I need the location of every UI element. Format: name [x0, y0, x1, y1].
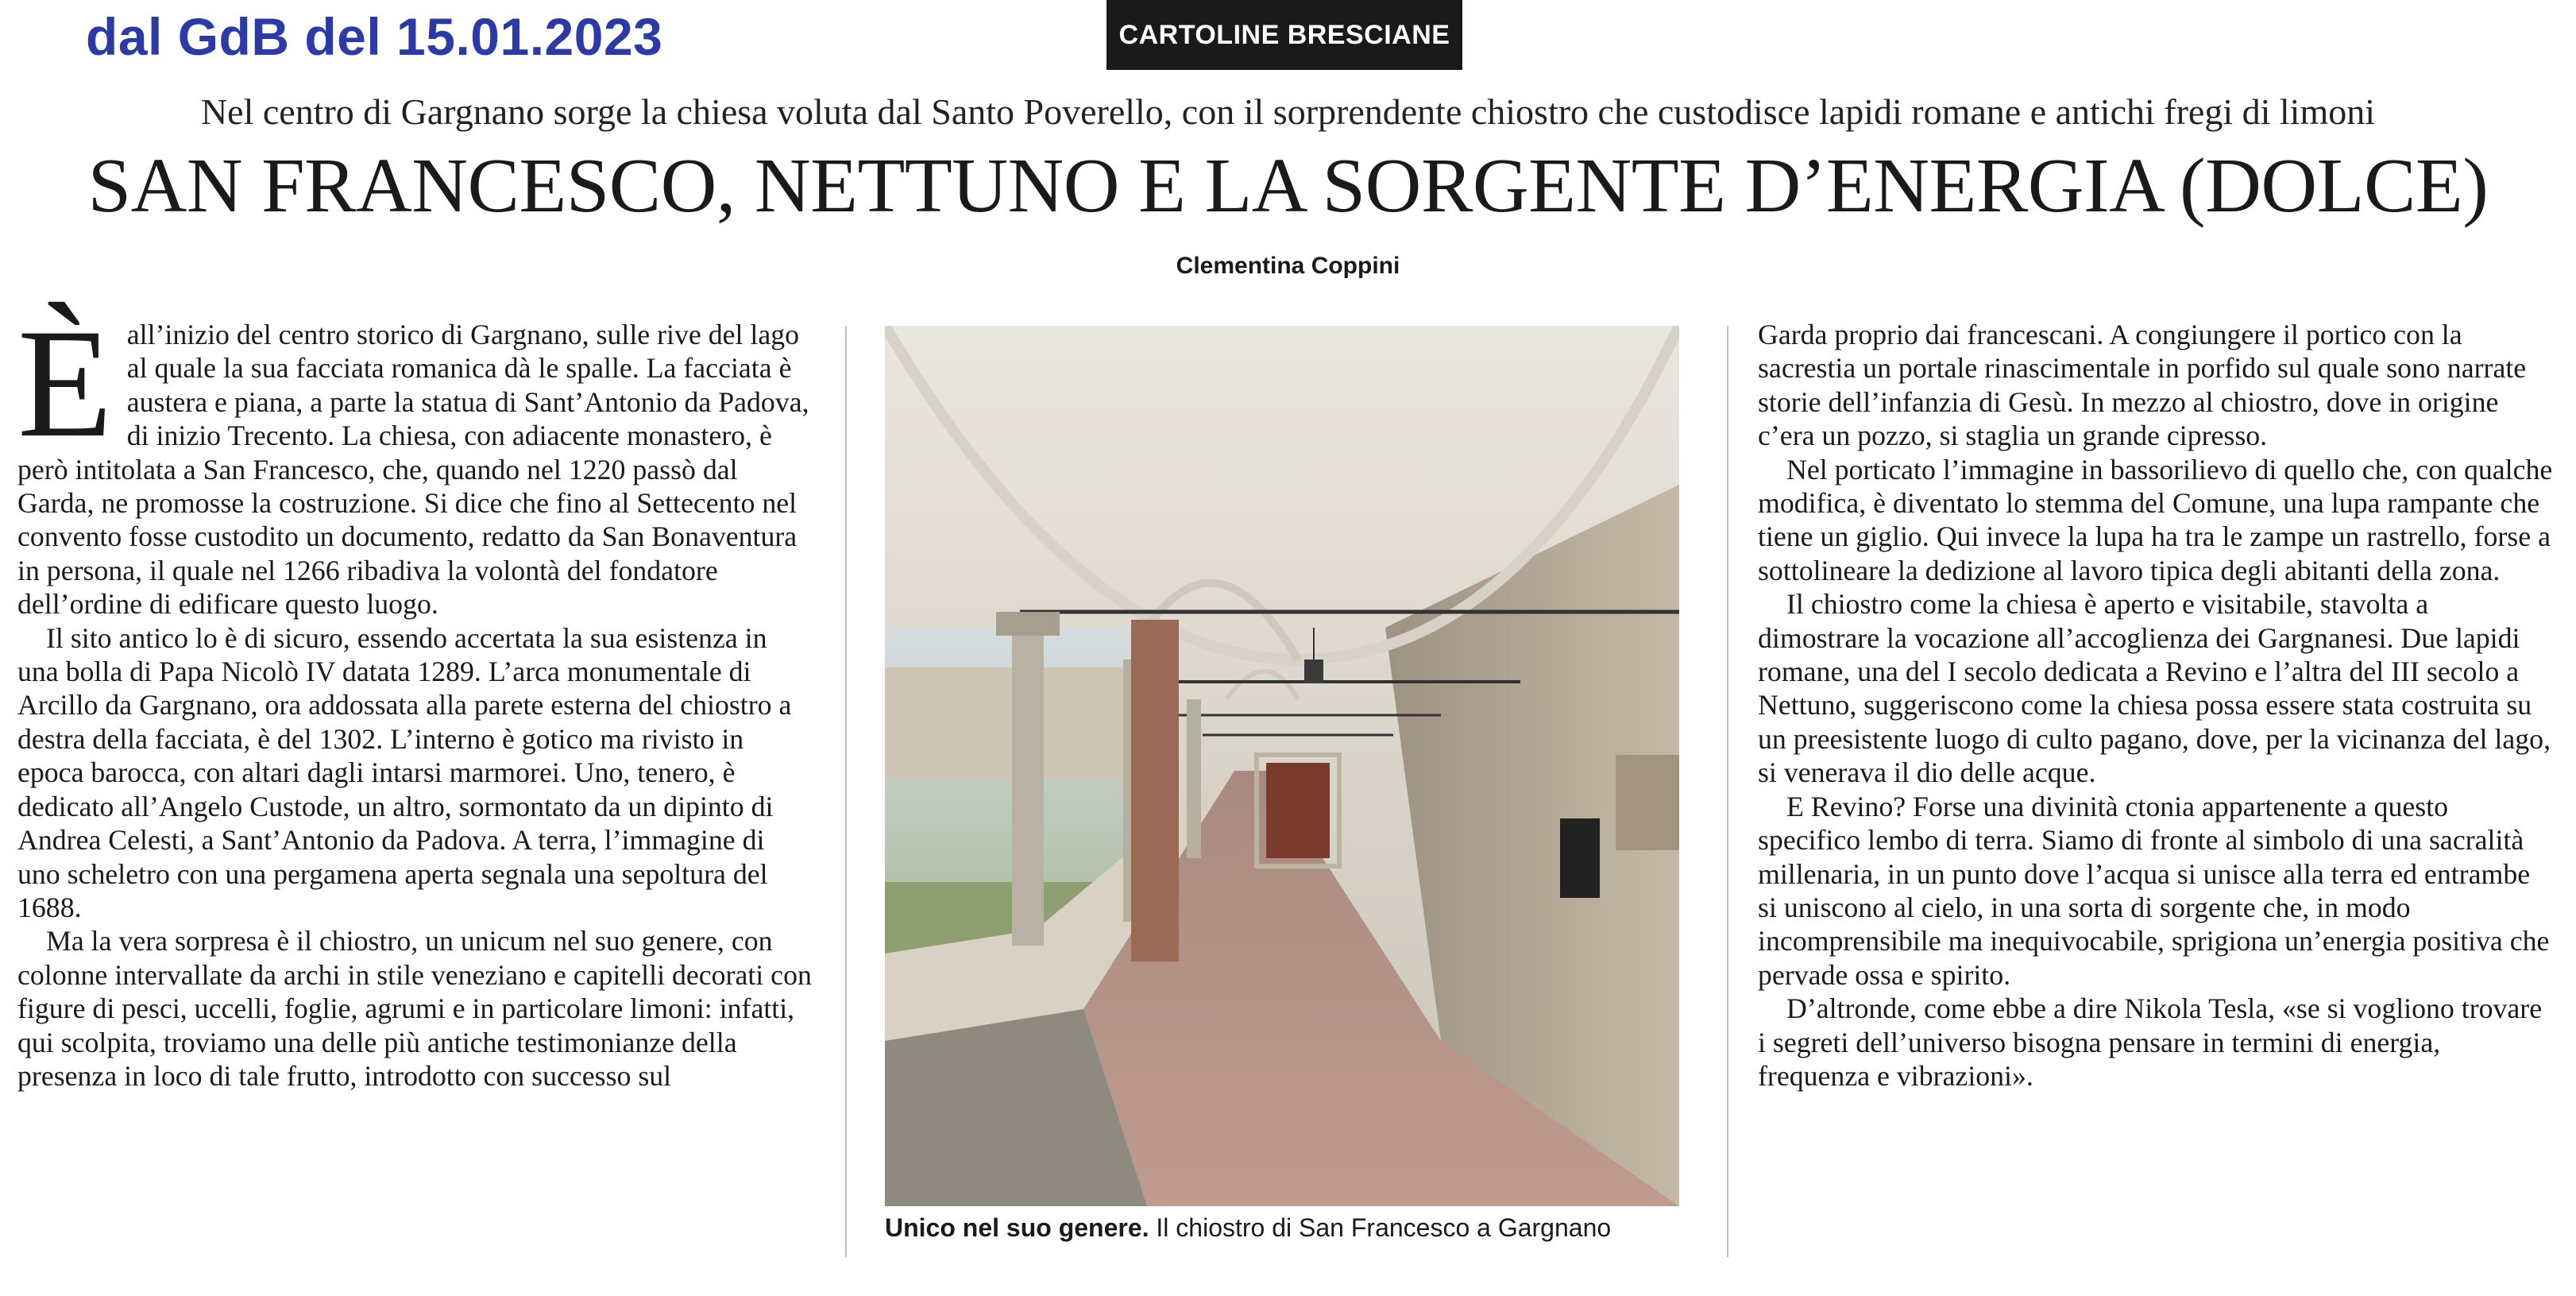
- paragraph: all’inizio del centro storico di Gargnano, sulle rive del lago al quale la sua facciata romanica dà le spalle. La facciata è austera e piana, a parte la statua di Sant’Antonio da Padova, di inizio Trecento. La chiesa, con adiacente monastero, è però intitolata a San Francesco, che, quando nel 1220 passò dal Garda, ne promosse la costruzione. Si dice che fino al Settecento nel convento fosse custodito un documento, redatto da San Bonaventura in persona, il quale nel 1266 ribadiva la volontà del fondatore dell’ordine di edificare questo luogo.: [17, 319, 809, 621]
- paragraph: E Revino? Forse una divinità ctonia appartenente a questo specifico lembo di terra. Siamo di fronte al simbolo di una sacralità millenaria, in un punto dove l’acqua si unisce alla terra ed entrambe si uniscono al cielo, in una sorta di sorgente che, in modo incomprensibile ma inequivocabile, sprigiona un’energia positiva che pervade ossa e spirito.: [1758, 790, 2550, 991]
- paragraph: Nel porticato l’immagine in bassorilievo di quello che, con qualche modifica, è diventato lo stemma del Comune, una lupa rampante che tiene un giglio. Qui invece la lupa ha tra le zampe un rastrello, forse a sottolineare la dedizione al lavoro tipica degli abitanti della zona.: [1758, 453, 2553, 586]
- article-kicker: Nel centro di Gargnano sorge la chiesa voluta dal Santo Poverello, con il sorprendente chiostro che custodisce lapidi romane e antichi fregi di limoni: [200, 91, 2376, 132]
- paragraph: Garda proprio dai francescani. A congiungere il portico con la sacrestia un portale rinascimentale in porfido sul quale sono narrate storie dell’infanzia di Gesù. In mezzo al chiostro, dove in origine c’era un pozzo, si staglia un grande cipresso.: [1758, 319, 2527, 452]
- article-column-left: [17, 297, 813, 1093]
- article-byline: Clementina Coppini: [1176, 253, 1400, 279]
- article-column-right: [1758, 318, 2554, 1093]
- column-divider: [1727, 326, 1728, 1257]
- drop-cap: È: [17, 297, 113, 470]
- caption-bold: Unico nel suo genere.: [885, 1213, 1149, 1242]
- paragraph: Il sito antico lo è di sicuro, essendo accertata la sua esistenza in una bolla di Papa Nicolò IV datata 1289. L’arca monumentale di Arcillo da Gargnano, ora addossata alla parete esterna del chiostro a destra della facciata, è del 1302. L’interno è gotico ma rivisto in epoca barocca, con altari dagli intarsi marmorei. Uno, tenero, è dedicato all’Angelo Custode, un altro, sormontato da un dipinto di Andrea Celesti, a Sant’Antonio da Padova. A terra, l’immagine di uno scheletro con una pergamena aperta segnala una sepoltura del 1688.: [17, 621, 792, 923]
- caption-text: Il chiostro di San Francesco a Gargnano: [1149, 1213, 1612, 1242]
- photo-caption: [885, 1213, 1695, 1243]
- source-label: dal GdB del 15.01.2023: [86, 7, 663, 66]
- cloister-photo: [885, 326, 1679, 1206]
- column-divider: [845, 326, 847, 1257]
- paragraph: Ma la vera sorpresa è il chiostro, un unicum nel suo genere, con colonne intervallate da archi in stile veneziano e capitelli decorati con figure di pesci, uccelli, foglie, agrumi e in particolare limoni: infatti, qui scolpita, troviamo una delle più antiche testimonianze della presenza in loco di tale frutto, introdotto con successo sul: [17, 925, 812, 1092]
- section-tag: CARTOLINE BRESCIANE: [1106, 0, 1462, 70]
- paragraph: D’altronde, come ebbe a dire Nikola Tesla, «se si vogliono trovare i segreti dell’universo bisogna pensare in termini di energia, frequenza e vibrazioni».: [1758, 992, 2543, 1092]
- paragraph: Il chiostro come la chiesa è aperto e visitabile, stavolta a dimostrare la vocazione all’accoglienza dei Gargnanesi. Due lapidi romane, una del I secolo dedicata a Revino e l’altra del III secolo a Nettuno, suggeriscono come la chiesa possa essere stata costruita su un preesistente luogo di culto pagano, dove, per la vicinanza del lago, si venerava il dio delle acque.: [1758, 588, 2551, 789]
- article-headline: SAN FRANCESCO, NETTUNO E LA SORGENTE D’ENERGIA (DOLCE): [87, 143, 2489, 229]
